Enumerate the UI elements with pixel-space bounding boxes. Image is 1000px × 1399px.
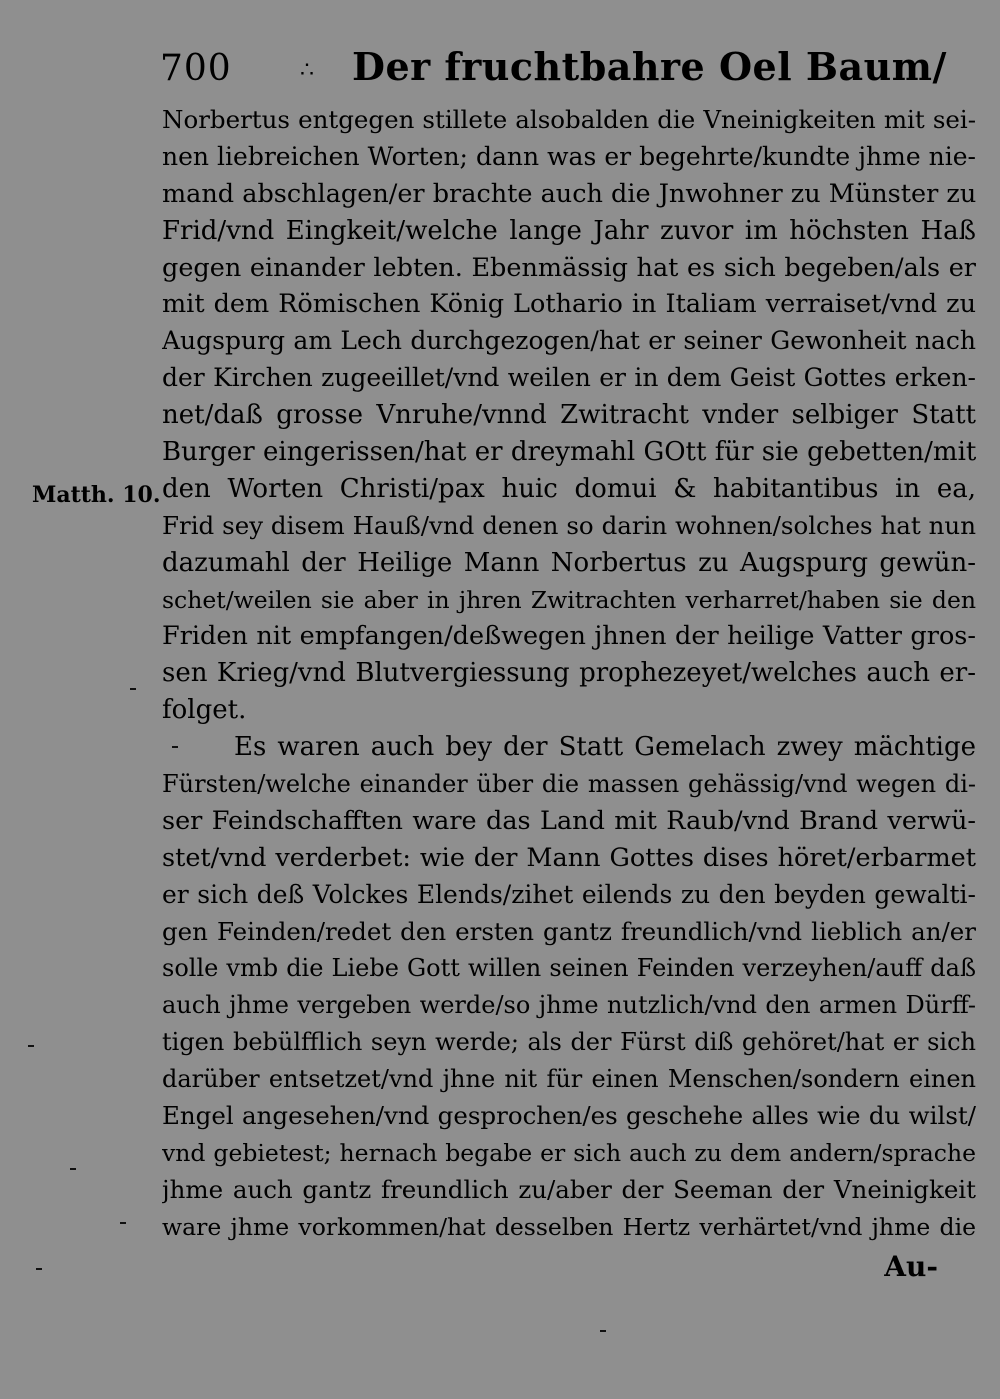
print-speck	[70, 1168, 76, 1170]
text-line: ware jhme vorkommen/hat desselben Hertz verhärtet/vnd jhme die	[162, 1212, 976, 1241]
text-line: schet/weilen sie aber in jhren Zwitrachten verharret/haben sie den	[162, 585, 976, 614]
text-line: ser Feindschafften ware das Land mit Raub/vnd Brand verwü-	[162, 805, 976, 836]
paragraph-end-line: folget.	[162, 695, 247, 726]
text-line: nen liebreichen Worten; dann was er begehrte/kundte jhme nie-	[162, 141, 976, 171]
text-line: den Worten Christi/pax huic domui & habitantibus in ea,	[162, 473, 976, 504]
text-line: net/daß grosse Vnruhe/vnnd Zwitracht vnder selbiger Statt	[162, 400, 976, 431]
text-line: gegen einander lebten. Ebenmässig hat es sich begeben/als er	[162, 252, 976, 283]
page-number: 700	[160, 48, 232, 89]
text-line: darüber entsetzet/vnd jhne nit für einen Menschen/sondern einen	[162, 1065, 976, 1094]
text-line: Burger eingerissen/hat er dreymahl GOtt für sie gebetten/mit	[162, 437, 976, 468]
text-line: der Kirchen zugeeillet/vnd weilen er in dem Geist Gottes erken-	[162, 363, 976, 393]
text-line: tigen bebülfflich seyn werde; als der Fürst diß gehöret/hat er sich	[162, 1028, 976, 1057]
text-line: Fürsten/welche einander über die massen gehässig/vnd wegen di-	[162, 770, 976, 799]
text-line: sen Krieg/vnd Blutvergiessung prophezeyet/welches auch er-	[162, 658, 976, 689]
header-ornament: ∴	[300, 58, 314, 83]
text-line: Frid/vnd Eingkeit/welche lange Jahr zuvor im höchsten Haß	[162, 215, 976, 246]
text-line: Norbertus entgegen stillete alsobalden die Vneinigkeiten mit sei-	[162, 105, 976, 134]
text-line: stet/vnd verderbet: wie der Mann Gottes dises höret/erbarmet	[162, 842, 976, 873]
text-line: solle vmb die Liebe Gott willen seinen Feinden verzeyhen/auff daß	[162, 954, 976, 983]
print-speck	[130, 688, 136, 690]
paragraph-start-line: Es waren auch bey der Statt Gemelach zwey mächtige	[234, 732, 976, 763]
text-line: Frid sey disem Hauß/vnd denen so darin wohnen/solches hat nun	[162, 510, 976, 540]
print-speck	[600, 1330, 606, 1332]
text-line: mand abschlagen/er brachte auch die Jnwohner zu Münster zu	[162, 178, 976, 209]
text-line: auch jhme vergeben werde/so jhme nutzlich/vnd den armen Dürff-	[162, 991, 976, 1020]
text-line: er sich deß Volckes Elends/zihet eilends zu den beyden gewalti-	[162, 879, 976, 909]
margin-note: Matth. 10.	[32, 482, 161, 508]
print-speck	[120, 1222, 126, 1224]
print-speck	[28, 1045, 34, 1047]
running-title: Der fruchtbahre Oel Baum/	[352, 44, 947, 89]
text-line: mit dem Römischen König Lothario in Italiam verraiset/vnd zu	[162, 289, 976, 320]
print-speck	[36, 1268, 42, 1270]
text-line: dazumahl der Heilige Mann Norbertus zu Augspurg gewün-	[162, 547, 976, 578]
text-line: Augspurg am Lech durchgezogen/hat er seiner Gewonheit nach	[162, 326, 976, 356]
text-line: jhme auch gantz freundlich zu/aber der Seeman der Vneinigkeit	[162, 1174, 976, 1204]
body-text	[162, 102, 976, 1246]
text-line: Friden nit empfangen/deßwegen jhnen der heilige Vatter gros-	[162, 621, 976, 652]
text-line: vnd gebietest; hernach begabe er sich auch zu dem andern/sprache	[162, 1138, 976, 1167]
catchword: Au-	[884, 1250, 938, 1283]
text-line: gen Feinden/redet den ersten gantz freundlich/vnd lieblich an/er	[162, 916, 976, 946]
print-speck	[172, 746, 178, 748]
text-line: Engel angesehen/vnd gesprochen/es geschehe alles wie du wilst/	[162, 1101, 976, 1131]
